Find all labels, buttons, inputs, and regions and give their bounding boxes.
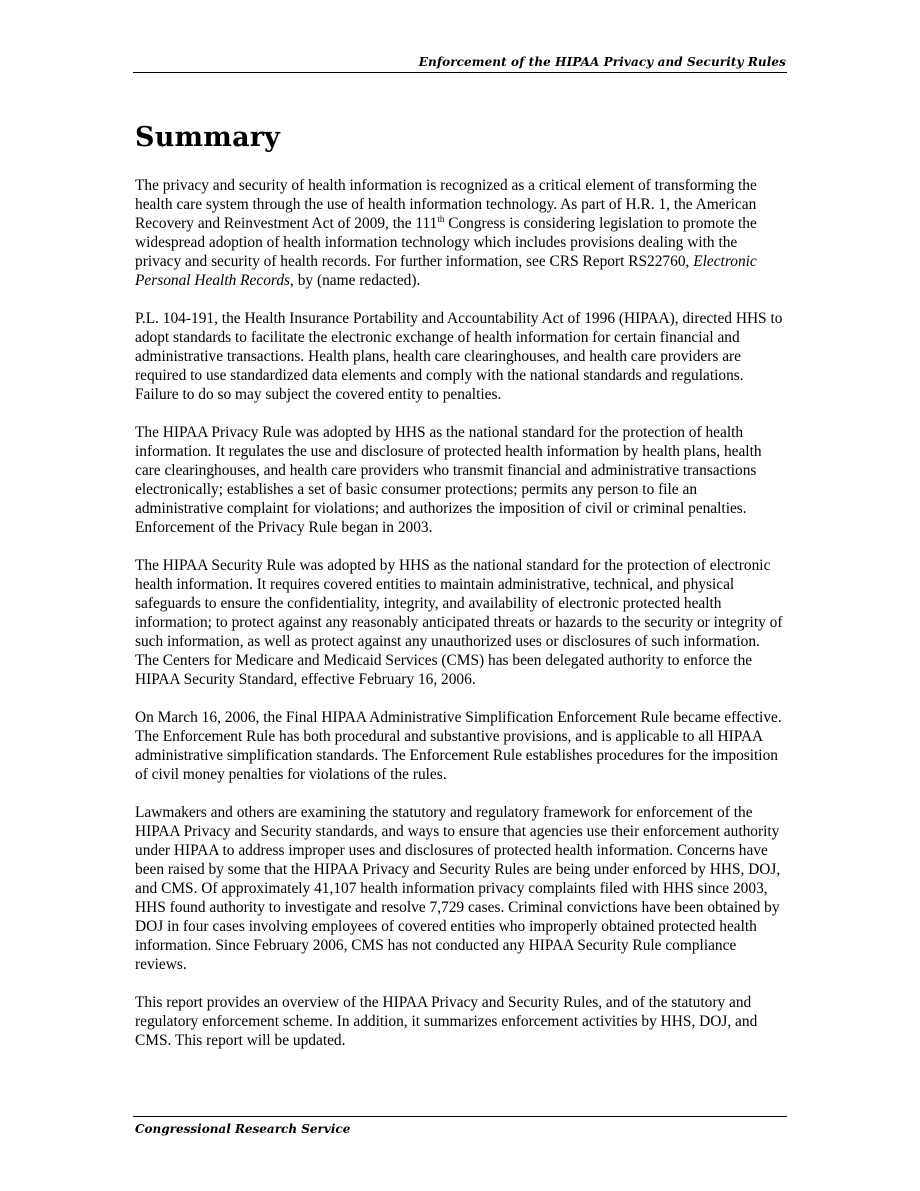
paragraph-1-text-b: Congress is considering legislation to promote the widespread adoption of health information technology which includes provisions dealing with the privacy and security of health records. For further information, see CRS Report RS22760, [135,215,757,270]
paragraph-6: Lawmakers and others are examining the statutory and regulatory framework for enforcement of the HIPAA Privacy and Security standards, and ways to ensure that agencies use their enforcement authority under HIPAA to address improper uses and disclosures of protected health information. Concerns have been raised by some that the HIPAA Privacy and Security Rules are being under enforced by HHS, DOJ, and CMS. Of approximately 41,107 health information privacy complaints filed with HHS since 2003, HHS found authority to investigate and resolve 7,729 cases. Criminal convictions have been obtained by DOJ in four cases involving employees of covered entities who improperly obtained protected health information. Since February 2006, CMS has not conducted any HIPAA Security Rule compliance reviews. [135,804,781,973]
paragraph-5: On March 16, 2006, the Final HIPAA Administrative Simplification Enforcement Rule became effective. The Enforcement Rule has both procedural and substantive provisions, and is applicable to all HIPAA administrative simplification standards. The Enforcement Rule establishes procedures for the imposition of civil money penalties for violations of the rules. [135,709,782,783]
running-footer: Congressional Research Service [135,1122,351,1136]
paragraph-2: P.L. 104-191, the Health Insurance Portability and Accountability Act of 1996 (HIPAA), directed HHS to adopt standards to facilitate the electronic exchange of health information for certain financial and administrative transactions. Health plans, health care clearinghouses, and health care providers are required to use standardized data elements and comply with the national standards and regulations. Failure to do so may subject the covered entity to penalties. [135,310,783,403]
running-header: Enforcement of the HIPAA Privacy and Security Rules [418,55,786,69]
report-title-italic: Electronic Personal Health Records [135,253,757,289]
summary-body [135,176,787,1069]
paragraph-1-text-c: , by (name redacted). [290,272,421,289]
paragraph-7: This report provides an overview of the HIPAA Privacy and Security Rules, and of the statutory and regulatory enforcement scheme. In addition, it summarizes enforcement activities by HHS, DOJ, and CMS. This report will be updated. [135,994,758,1049]
footer-divider [133,1116,787,1117]
paragraph-1 [135,176,787,290]
page-title: Summary [135,122,281,153]
paragraph-3: The HIPAA Privacy Rule was adopted by HHS as the national standard for the protection of health information. It regulates the use and disclosure of protected health information by health plans, health care clearinghouses, and health care providers who transmit financial and administrative transactions electronically; establishes a set of basic consumer protections; permits any person to file an administrative complaint for violations; and authorizes the imposition of civil or criminal penalties. Enforcement of the Privacy Rule began in 2003. [135,424,762,536]
header-divider [133,72,787,73]
paragraph-1-text-a: The privacy and security of health information is recognized as a critical element of transforming the health care system through the use of health information technology. As part of H.R. 1, the American Recovery and Reinvestment Act of 2009, the 111 [135,177,757,232]
paragraph-4: The HIPAA Security Rule was adopted by HHS as the national standard for the protection of electronic health information. It requires covered entities to maintain administrative, technical, and physical safeguards to ensure the confidentiality, integrity, and availability of electronic protected health information; to protect against any reasonably anticipated threats or hazards to the security or integrity of such information, as well as protect against any unauthorized uses or disclosures of such information. The Centers for Medicare and Medicaid Services (CMS) has been delegated authority to enforce the HIPAA Security Standard, effective February 16, 2006. [135,557,783,688]
superscript-th: th [437,214,445,224]
